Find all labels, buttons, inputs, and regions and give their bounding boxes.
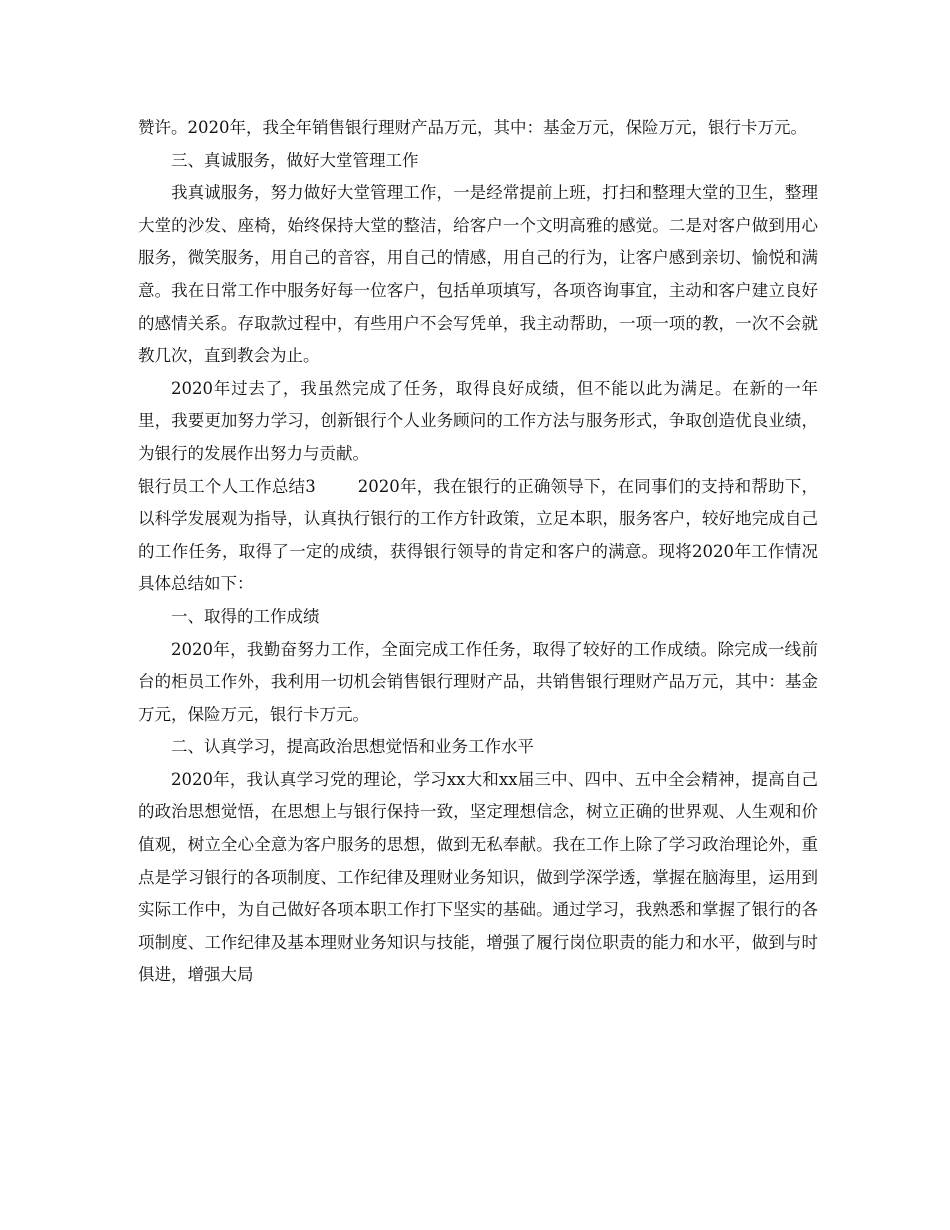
section-paragraph-summary-3 (138, 471, 818, 601)
section-heading-sincere-service: 三、真诚服务，做好大堂管理工作 (171, 150, 419, 170)
body-paragraph-study: 2020年，我认真学习党的理论，学习xx大和xx届三中、四中、五中全会精神，提高自己的政治思想觉悟，在思想上与银行保持一致，坚定理想信念，树立正确的世界观、人生观和价值观，树立全心全意为客户服务的思想，做到无私奉献。我在工作上除了学习政治理论外，重点是学习银行的各项制度、工作纪律及理财业务知识，做到学深学透，掌握在脑海里，运用到实际工作中，为自己做好各项本职工作打下坚实的基础。通过学习，我熟悉和掌握了银行的各项制度、工作纪律及基本理财业务知识与技能，增强了履行岗位职责的能力和水平，做到与时俱进，增强大局 (138, 769, 818, 985)
body-paragraph-lobby-management: 我真诚服务，努力做好大堂管理工作，一是经常提前上班，打扫和整理大堂的卫生，整理大堂的沙发、座椅，始终保持大堂的整洁，给客户一个文明高雅的感觉。二是对客户做到用心服务，微笑服务，用自己的音容，用自己的情感，用自己的行为，让客户感到亲切、愉悦和满意。我在日常工作中服务好每一位客户，包括单项填写，各项咨询事宜，主动和客户建立良好的感情关系。存取款过程中，有些用户不会写凭单，我主动帮助，一项一项的教，一次不会就教几次，直到教会为止。 (138, 183, 818, 366)
section-heading-work-achievements: 一、取得的工作成绩 (171, 606, 320, 626)
continued-paragraph: 赞许。2020年，我全年销售银行理财产品万元，其中：基金万元，保险万元，银行卡万元。 (138, 118, 807, 137)
body-paragraph-year-summary: 2020年过去了，我虽然完成了任务，取得良好成绩，但不能以此为满足。在新的一年里，我要更加努力学习，创新银行个人业务顾问的工作方法与服务形式，争取创造优良业绩，为银行的发展作出努力与贡献。 (138, 378, 818, 463)
section-heading-study: 二、认真学习，提高政治思想觉悟和业务工作水平 (171, 737, 534, 757)
document-page (138, 112, 818, 992)
section-intro-text: 2020年，我在银行的正确领导下，在同事们的支持和帮助下，以科学发展观为指导，认真执行银行的工作方针政策，立足本职，服务客户，较好地完成自己的工作任务，取得了一定的成绩，获得银行领导的肯定和客户的满意。现将2020年工作情况具体总结如下： (138, 476, 819, 594)
body-paragraph-achievements: 2020年，我勤奋努力工作，全面完成工作任务，取得了较好的工作成绩。除完成一线前台的柜员工作外，我利用一切机会销售银行理财产品，共销售银行理财产品万元，其中：基金万元，保险万元，银行卡万元。 (138, 639, 818, 724)
section-title: 银行员工个人工作总结3 (138, 476, 316, 496)
